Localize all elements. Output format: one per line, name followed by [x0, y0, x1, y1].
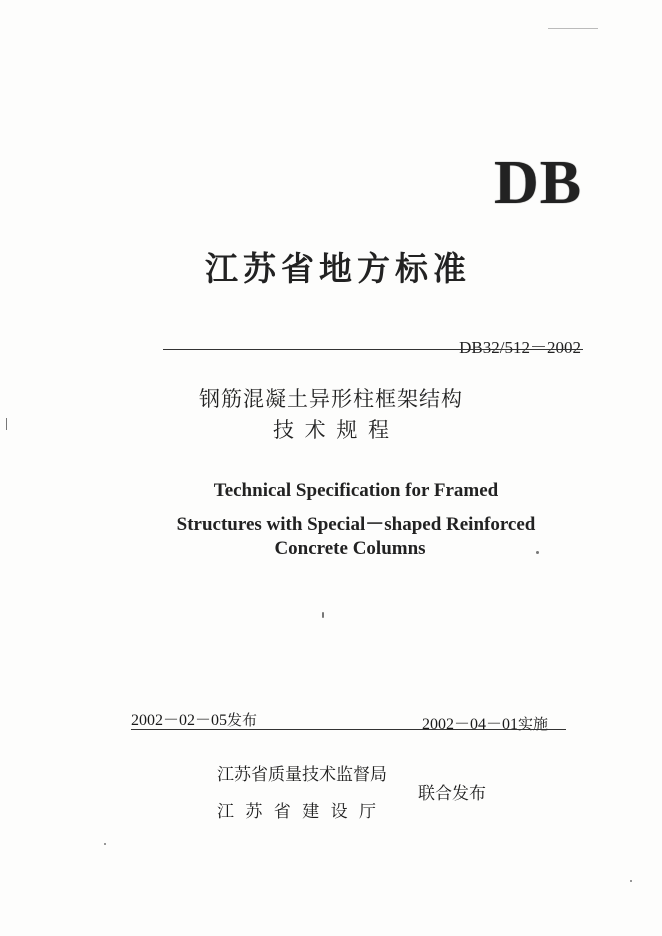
date-divider	[131, 729, 566, 730]
scan-speck	[630, 880, 632, 882]
implementation-date-label: 实施	[518, 715, 549, 733]
issue-date-label: 发布	[227, 711, 258, 729]
title-english-line2: Structures with Special－shaped Reinforced	[176, 514, 536, 535]
title-english-line1: Technical Specification for Framed	[213, 480, 499, 501]
scan-speck	[536, 551, 539, 554]
title-chinese-line2: 技 术 规 程	[272, 418, 390, 442]
scan-speck	[6, 418, 7, 430]
issuer-construction-dept: 江 苏 省 建 设 厅	[217, 802, 377, 822]
scan-speck	[548, 28, 598, 29]
title-english-line3: Concrete Columns	[274, 538, 426, 559]
issuer-quality-bureau: 江苏省质量技术监督局	[217, 765, 387, 785]
implementation-date-value: 2002－04－01	[422, 716, 519, 733]
issue-date	[131, 707, 257, 730]
scan-speck	[322, 612, 324, 618]
joint-issue-label: 联合发布	[418, 784, 486, 804]
header-divider	[163, 349, 583, 350]
standard-number: DB32/512－2002	[459, 338, 581, 357]
implementation-date	[422, 711, 548, 734]
title-chinese-line1: 钢筋混凝土异形柱框架结构	[199, 387, 463, 411]
standard-type-heading: 江苏省地方标准	[205, 249, 471, 288]
scan-speck	[104, 843, 106, 845]
issue-date-value: 2002－02－05	[131, 712, 228, 729]
db-standard-mark: DB	[494, 149, 583, 217]
